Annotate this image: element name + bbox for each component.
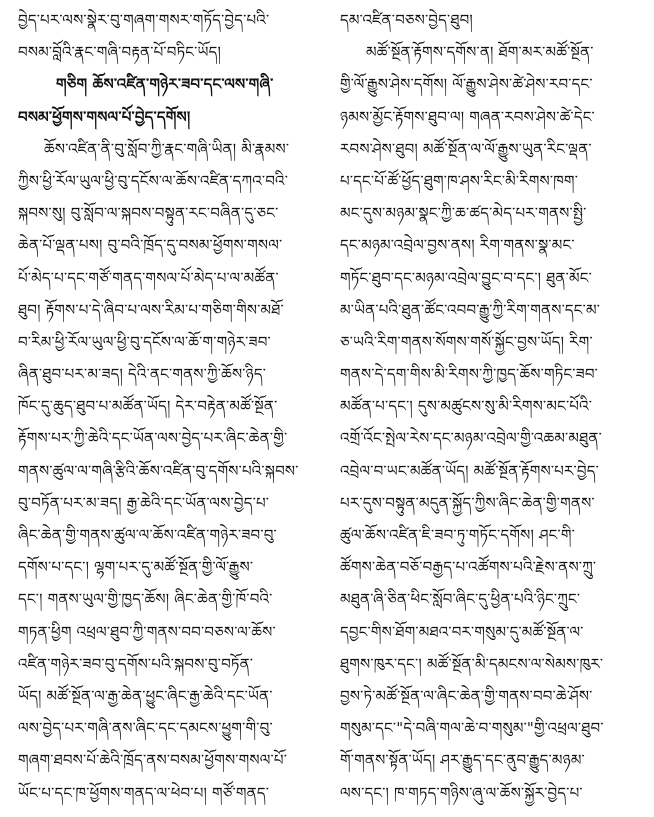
text-line: གནས་ཚུལ་ལ་གཞི་རྩིའི་ཆོས་འཛིན་བུ་དགོས་པའི་སྐབས་	[18, 461, 299, 480]
text-line: བ་རིམ་ཕྱི་རོལ་ཡུལ་ཕྱི་བུ་དངོས་ལ་ཆོ་ག་གཉེར་ཟབ་	[18, 332, 271, 351]
text-line: པར་དུས་བསྟུན་མདུན་སྐྱོད་ཀྱིས་ཞིང་ཆེན་གྱི་གནས་	[340, 493, 595, 512]
text-line: འཛིན་གཉེར་ཟབ་བུ་དགོས་པའི་སྐབས་བུ་བཏོན་	[18, 654, 254, 673]
left-column	[18, 4, 318, 809]
text-line: གསུམ་དང་"དེ་བཞི་གལ་ཆེ་བ་གསུམ་"གྱི་འཕྲལ་ཐུབ་	[340, 719, 604, 738]
text-line: དང་མཉམ་འབྲེལ་བྱས་ནས། རིག་གནས་སྣ་མང་	[340, 236, 575, 255]
text-line: ཉམས་མྱོང་རྟོགས་ཐུབ་ལ། གཞན་རབས་ཤེས་ཚེ་དེང་	[340, 107, 595, 126]
two-column-layout	[18, 4, 640, 809]
text-line: ཚུལ་ཆོས་འཛིན་ཇི་ཟབ་ཏུ་གཏོང་དགོས། ཤང་གི་	[340, 526, 575, 544]
text-line: འབྲེལ་བ་ཡང་མཚོན་ཡོད། མཚོ་སྔོན་རྟོགས་པར་བྱེད་	[340, 461, 599, 480]
text-line: གཏོང་ཐུབ་དང་མཉམ་འབྲེལ་བྱུང་བ་དང་། ཐུན་མོང་	[340, 268, 592, 287]
text-line: བྱེད་པར་ལས་སྣེར་བུ་གཞག་གསར་གཏོད་བྱེད་པའི་	[18, 11, 270, 29]
text-line: གྱི་ལོ་རྒྱུས་ཤེས་དགོས། ལོ་རྒྱུས་ཤེས་ཚེ་ཤེས་རབ་དང་	[340, 75, 593, 94]
text-line: པ་དང་པོ་ཚོ་ཕྱོད་ཐུག་ཁ་ཤས་རིང་མི་རིགས་ཁག་	[340, 171, 579, 190]
text-line: གོ་གནས་སྟོན་ཡོད། ཤར་རྒྱུད་དང་ནུབ་རྒྱུད་མཉམ་	[340, 751, 585, 770]
section-heading-line: གཅིག ཆོས་འཛིན་གཉེར་ཟབ་དང་ལས་གཞི་	[56, 75, 274, 94]
text-line: ཆེན་པོ་ལྡན་པས། བུ་བའི་ཁྲོད་དུ་བསམ་ཕྱོགས་གསལ་	[18, 236, 283, 255]
text-line: གནས་དེ་དག་གིས་མི་རིགས་ཀྱི་ཁྱད་ཆོས་གཏིང་ཟབ་	[340, 365, 599, 384]
text-line: ཞིང་ཆེན་གྱི་གནས་ཚུལ་ལ་ཆོས་འཛིན་གཉེར་ཟབ་བུ་	[18, 526, 277, 544]
section-heading-line: བསམ་ཕྱོགས་གསལ་པོ་བྱེད་དགོས།	[18, 107, 191, 126]
text-line: མ་ཡིན་པའི་ཐུན་ཚོང་འབབ་རྒྱུ་ཀྱི་རིག་གནས་དང་མ་	[340, 300, 601, 319]
text-line: པོ་མེད་པ་དང་གཙོ་གནད་གསལ་པོ་མེད་པ་ལ་མཚོན་	[18, 268, 279, 287]
text-line: ཡོང་པ་དང་ཁ་ཕྱོགས་གནད་ལ་ཕེབ་པ། གཙོ་གནད་	[18, 783, 270, 802]
text-line: ཚོགས་ཆེན་བཅོ་བརྒྱད་པ་འཚོགས་པའི་རྗེས་ནས་ཀྲུ་	[340, 558, 597, 577]
text-line: དགོས་པ་དང་། ལྷག་པར་དུ་མཚོ་སྔོན་གྱི་ལོ་རྒྱུས་	[18, 558, 254, 577]
text-line: ཡོད། མཚོ་སྔོན་ལ་རྒྱ་ཆེན་ཕྱུང་ཞིང་རྒྱ་ཆེའི་དང་ཡོན་	[18, 686, 273, 705]
text-line: མཚོན་པ་དང་། དུས་མཚུངས་སུ་མི་རིགས་མང་པོའི་	[340, 397, 593, 416]
text-line: ལས་བྱེད་པར་གཞི་ནས་ཞིང་དང་དམངས་ཕྱུག་གི་བུ་	[18, 719, 273, 738]
text-line: གཏན་ཕྱིག འཕྲལ་ཐུབ་ཀྱི་གནས་བབ་བཅས་ལ་ཆོས་	[18, 622, 276, 641]
text-line: མཐུན་ཞི་ཅིན་ཕིང་སློབ་ཞིང་དུ་ཕྱིན་པའི་ཉིང་ཀྲུང་	[340, 590, 581, 609]
text-line: འགྲོ་འོང་སྤེལ་རེས་དང་མཉམ་འབྲེལ་གྱི་འཆམ་མཐུན་	[340, 429, 602, 448]
text-line: ལས་དང་། ཁ་གཏད་གཉིས་ཞུ་ལ་ཆོས་སྐྱོར་བྱེད་པ་	[340, 783, 583, 802]
text-line: དབྱང་གིས་ཐོག་མཐའ་བར་གསུམ་དུ་མཚོ་སྔོན་ལ་	[340, 622, 584, 641]
right-column	[340, 4, 640, 809]
text-line: མཚོ་སྔོན་རྟོགས་དགོས་ན། ཐོག་མར་མཚོ་སྔོན་	[366, 43, 594, 62]
text-line: མང་དུས་མཉམ་སྣང་ཀྱི་ཆ་ཚད་མེད་པར་གནས་སྤྱི་	[340, 204, 587, 223]
text-line: དང་། གནས་ཡུལ་གྱི་ཁྱད་ཆོས། ཞིང་ཆེན་གྱི་ཁོ་བའི་	[18, 590, 273, 609]
text-line: བསམ་བློའི་རྣང་གཞི་བརྟན་པོ་བཏིང་ཡོད།	[18, 43, 221, 62]
text-line: ཐུབ། རྟོགས་པ་དེ་ཞིབ་པ་ལས་རིམ་པ་གཅིག་གིས་མཐོ་	[18, 300, 284, 319]
text-line: ཆོས་འཛིན་ནི་བུ་སློབ་ཀྱི་རྣང་གཞི་ཡིན། མི་རྣམས་	[44, 139, 290, 158]
text-line: ཅ་ཡའི་རིག་གནས་སོགས་གསོ་སྐྱོང་བྱས་ཡོད། རིག་	[340, 332, 593, 351]
text-line: རྟོགས་པར་ཀྱི་ཆེའི་དང་ཡོན་ལས་བྱེད་པར་ཞིང་ཆེན་གྱི་	[18, 429, 288, 448]
text-line: གཞག་ཐབས་པོ་ཆེའི་ཁྲོད་ནས་བསམ་ཕྱོགས་གསལ་པོ་	[18, 751, 288, 770]
text-line: བུ་བཏོན་པར་མ་ཟད། རྒྱ་ཆེའི་དང་ཡོན་ལས་བྱེད་པ་	[18, 493, 270, 512]
text-line: ཐུགས་ཁུར་དང་། མཚོ་སྔོན་མི་དམངས་ལ་སེམས་ཁུར་	[340, 654, 604, 673]
text-line: ཀྱིས་ཕྱི་རོལ་ཡུལ་ཕྱི་བུ་དངོས་ལ་ཆོས་འཛིན་དཀའ་བའི་	[18, 171, 289, 190]
text-line: ཁོང་དུ་ཆུད་ཐུབ་པ་མཚོན་ཡོད། དེར་བརྟེན་མཚོ་སྔོན་	[18, 397, 278, 416]
text-line: དམ་འཛིན་བཅས་བྱེད་ཐུབ།	[340, 11, 473, 29]
text-line: ཞིན་ཐུབ་པར་མ་ཟད། དེའི་ནང་གནས་ཀྱི་ཆོས་ཉིད་	[18, 365, 267, 384]
text-line: རབས་ཤེས་ཐུབ། མཚོ་སྔོན་ལ་ལོ་རྒྱུས་ཡུན་རིང་ལྡན་	[340, 139, 592, 158]
text-line: བྱས་ཏེ་མཚོ་སྔོན་ལ་ཞིང་ཆེན་གྱི་གནས་བབ་ཆེ་ཤོས་	[340, 686, 593, 705]
text-line: སྐབས་སུ། བུ་སློབ་ལ་སྐབས་བསྟུན་རང་བཞིན་དུ་ཅང་	[18, 204, 279, 223]
